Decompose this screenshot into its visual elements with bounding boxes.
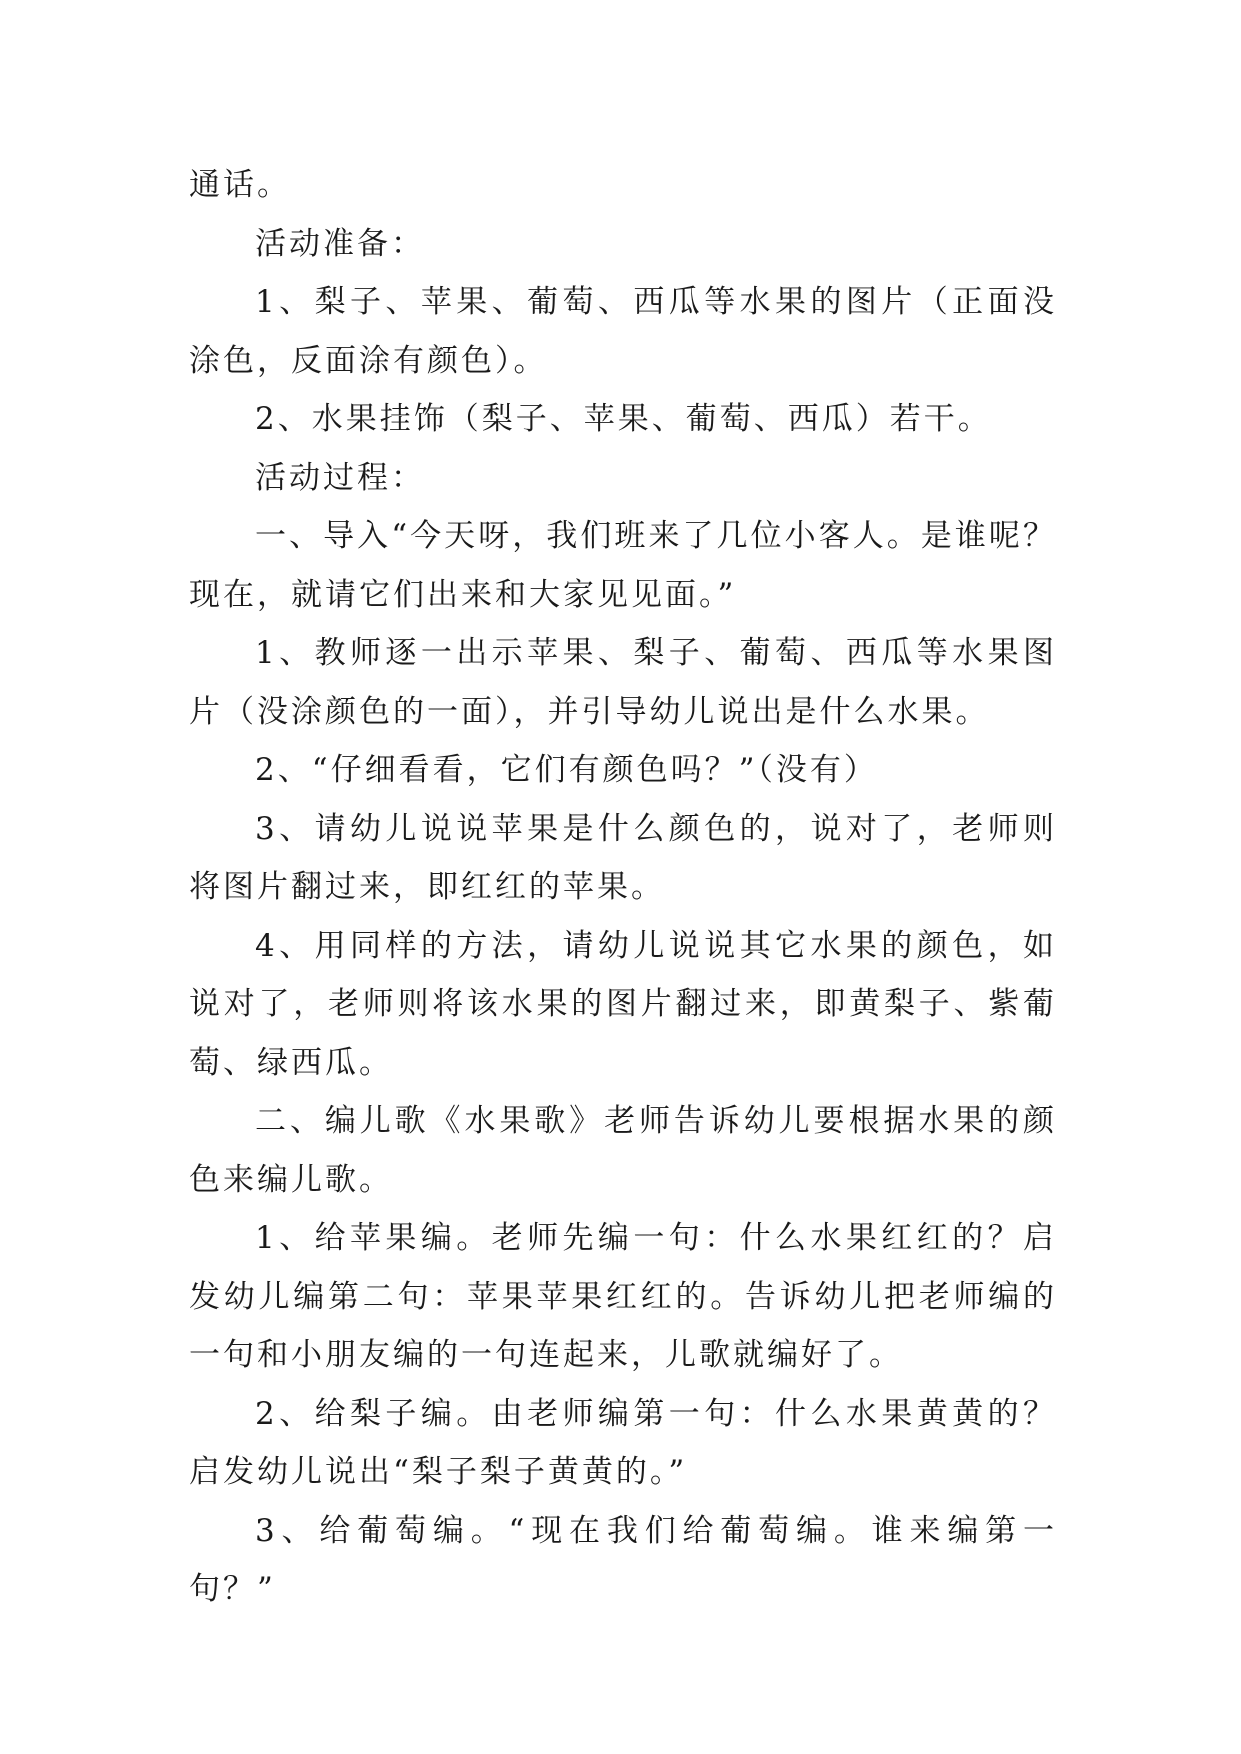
paragraph-song-step-1: 1、给苹果编。老师先编一句：什么水果红红的？启发幼儿编第二句：苹果苹果红红的。告诉幼儿把老师编的一句和小朋友编的一句连起来，儿歌就编好了。 xyxy=(189,1220,1057,1373)
document-body xyxy=(189,156,1057,1619)
paragraph-step-4: 4、用同样的方法，请幼儿说说其它水果的颜色，如说对了，老师则将该水果的图片翻过来，即黄梨子、紫葡萄、绿西瓜。 xyxy=(189,927,1057,1081)
paragraph-section-song: 二、编儿歌《水果歌》老师告诉幼儿要根据水果的颜色来编儿歌。 xyxy=(189,1103,1057,1198)
paragraph-step-2: 2、“仔细看看，它们有颜色吗？”（没有） xyxy=(255,752,878,788)
paragraph-step-1: 1、教师逐一出示苹果、梨子、葡萄、西瓜等水果图片（没涂颜色的一面），并引导幼儿说出是什么水果。 xyxy=(189,635,1057,730)
heading-process: 活动过程： xyxy=(255,459,425,496)
paragraph-song-step-2: 2、给梨子编。由老师编第一句：什么水果黄黄的？启发幼儿说出“梨子梨子黄黄的。” xyxy=(189,1395,1057,1490)
heading-preparation: 活动准备： xyxy=(255,225,425,262)
paragraph-step-3: 3、请幼儿说说苹果是什么颜色的，说对了，老师则将图片翻过来，即红红的苹果。 xyxy=(189,810,1057,905)
paragraph-section-intro: 一、导入“今天呀，我们班来了几位小客人。是谁呢？现在，就请它们出来和大家见见面。” xyxy=(189,518,1057,613)
paragraph-prep-item-2: 2、水果挂饰（梨子、苹果、葡萄、西瓜）若干。 xyxy=(255,401,992,437)
paragraph-prep-item-1: 1、梨子、苹果、葡萄、西瓜等水果的图片（正面没涂色，反面涂有颜色）。 xyxy=(189,284,1057,379)
paragraph-continuation: 通话。 xyxy=(189,167,291,203)
paragraph-song-step-3: 3、给葡萄编。“现在我们给葡萄编。谁来编第一句？” xyxy=(189,1512,1057,1607)
